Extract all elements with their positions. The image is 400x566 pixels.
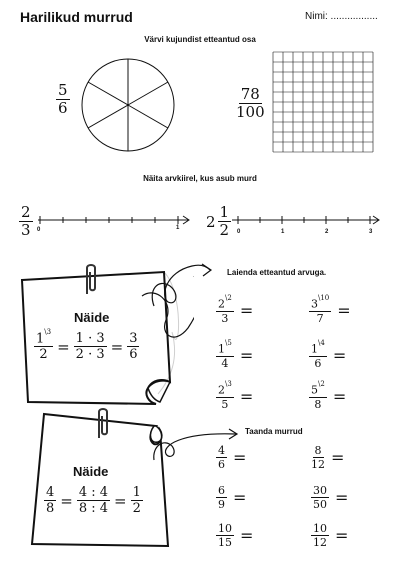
example1-lhs-denominator: 2 xyxy=(39,347,48,363)
page-title: Harilikud murrud xyxy=(20,9,133,25)
expand-exercise[interactable] xyxy=(309,294,351,325)
reduce-denominator: 6 xyxy=(218,458,225,471)
reduce-numerator: 8 xyxy=(314,444,322,457)
name-field-label: Nimi: ................. xyxy=(305,11,378,22)
reduce-denominator: 50 xyxy=(313,498,327,511)
expand-denominator: 8 xyxy=(314,397,322,411)
reduce-equals: = xyxy=(233,488,247,507)
reduce-equals: = xyxy=(240,526,254,545)
expand-exercise[interactable] xyxy=(216,294,254,325)
reduce-denominator: 12 xyxy=(313,536,327,549)
numberline2-whole: 2 xyxy=(206,212,216,231)
expand-equals: = xyxy=(239,346,254,366)
example1-mid-numerator: 1 · 3 xyxy=(75,331,105,347)
reduce-numerator: 6 xyxy=(218,484,225,497)
reduce-denominator: 15 xyxy=(218,536,232,549)
expand-numerator: 1 xyxy=(311,342,318,356)
expand-factor: \3 xyxy=(225,380,232,388)
reduce-numerator: 4 xyxy=(218,444,225,457)
example1-title: Näide xyxy=(74,310,110,325)
section-expand-title: Laienda etteantud arvuga. xyxy=(227,268,327,277)
expand-denominator: 4 xyxy=(221,356,229,370)
numberline2-tick-1: 1 xyxy=(281,229,285,235)
example1-equals-1: = xyxy=(57,337,70,356)
numberline-1[interactable] xyxy=(38,212,194,228)
example2-rhs-numerator: 1 xyxy=(132,485,141,500)
example1-rhs-denominator: 6 xyxy=(129,347,138,363)
example2-equation xyxy=(44,486,143,515)
pie-fraction xyxy=(56,83,70,116)
example2-equals-2: = xyxy=(114,491,127,510)
numberline2-numerator: 1 xyxy=(219,203,230,221)
expand-denominator: 3 xyxy=(221,311,229,325)
pie-circle[interactable] xyxy=(80,52,176,158)
numberline2-tick-0: 0 xyxy=(237,229,241,235)
expand-exercise[interactable] xyxy=(216,339,254,370)
expand-factor: \10 xyxy=(318,294,330,302)
expand-denominator: 5 xyxy=(221,397,229,411)
expand-numerator: 5 xyxy=(311,383,318,397)
expand-exercise[interactable] xyxy=(309,380,347,411)
reduce-numerator: 10 xyxy=(218,522,232,535)
grid-denominator: 100 xyxy=(236,103,265,121)
hundred-grid[interactable] xyxy=(272,51,374,153)
grid-fraction xyxy=(236,87,265,120)
reduce-equals: = xyxy=(331,448,345,467)
expand-factor: \5 xyxy=(225,339,232,347)
example2-mid-denominator: 8 : 4 xyxy=(78,501,109,516)
expand-factor: \2 xyxy=(225,294,232,302)
reduce-denominator: 9 xyxy=(218,498,225,511)
section-reduce-title: Taanda murrud xyxy=(245,427,303,436)
reduce-exercise[interactable] xyxy=(311,485,348,510)
numberline1-numerator: 2 xyxy=(21,203,31,221)
expand-exercise[interactable] xyxy=(309,339,347,370)
numberline2-tick-3: 3 xyxy=(369,229,373,235)
reduce-exercise[interactable] xyxy=(216,445,246,470)
expand-equals: = xyxy=(337,301,351,321)
expand-numerator: 1 xyxy=(218,342,225,356)
paperclip-icon xyxy=(92,406,114,442)
example1-mid-denominator: 2 · 3 xyxy=(75,347,105,363)
numberline-2[interactable] xyxy=(232,212,382,228)
example1-lhs-exp: \3 xyxy=(44,328,52,336)
pie-denominator: 6 xyxy=(58,99,68,117)
expand-numerator: 2 xyxy=(218,297,225,311)
expand-numerator: 3 xyxy=(311,297,318,311)
reduce-numerator: 10 xyxy=(313,522,327,535)
example2-rhs-denominator: 2 xyxy=(132,501,141,516)
example1-rhs-numerator: 3 xyxy=(129,331,138,347)
expand-denominator: 6 xyxy=(314,356,322,370)
numberline1-denominator: 3 xyxy=(21,221,31,239)
reduce-exercise[interactable] xyxy=(216,523,253,548)
arrow-to-expand-icon xyxy=(148,256,218,312)
example1-lhs-numerator: 1 xyxy=(36,331,45,347)
section-color-title: Värvi kujundist etteantud osa xyxy=(144,35,256,44)
expand-factor: \2 xyxy=(318,380,325,388)
numberline2-tick-2: 2 xyxy=(325,229,329,235)
reduce-exercise[interactable] xyxy=(311,523,348,548)
expand-denominator: 7 xyxy=(316,311,324,325)
paperclip-icon xyxy=(80,262,102,298)
expand-equals: = xyxy=(332,346,347,366)
reduce-exercise[interactable] xyxy=(216,485,246,510)
expand-factor: \4 xyxy=(318,339,325,347)
expand-equals: = xyxy=(239,301,254,321)
example2-mid-numerator: 4 : 4 xyxy=(78,485,109,500)
expand-equals: = xyxy=(239,387,254,407)
numberline1-tick-0: 0 xyxy=(37,227,41,233)
reduce-equals: = xyxy=(335,526,349,545)
pie-numerator: 5 xyxy=(58,81,68,99)
numberline2-denominator: 2 xyxy=(219,221,230,239)
reduce-numerator: 30 xyxy=(313,484,327,497)
reduce-equals: = xyxy=(233,448,247,467)
numberline1-tick-1: 1 xyxy=(176,225,180,231)
example1-equation xyxy=(34,328,139,363)
reduce-denominator: 12 xyxy=(311,458,325,471)
example1-equals-2: = xyxy=(110,337,124,356)
expand-exercise[interactable] xyxy=(216,380,254,411)
expand-equals: = xyxy=(332,387,347,407)
section-numberline-title: Näita arvkiirel, kus asub murd xyxy=(143,174,257,183)
numberline1-fraction xyxy=(19,205,33,238)
grid-numerator: 78 xyxy=(240,85,260,103)
example2-lhs-numerator: 4 xyxy=(46,485,55,500)
reduce-exercise[interactable] xyxy=(311,445,344,470)
example2-title: Näide xyxy=(73,464,109,479)
example2-equals-1: = xyxy=(60,491,73,510)
reduce-equals: = xyxy=(335,488,349,507)
expand-numerator: 2 xyxy=(218,383,225,397)
numberline2-mixed-fraction xyxy=(206,205,231,238)
example2-lhs-denominator: 8 xyxy=(46,501,55,516)
